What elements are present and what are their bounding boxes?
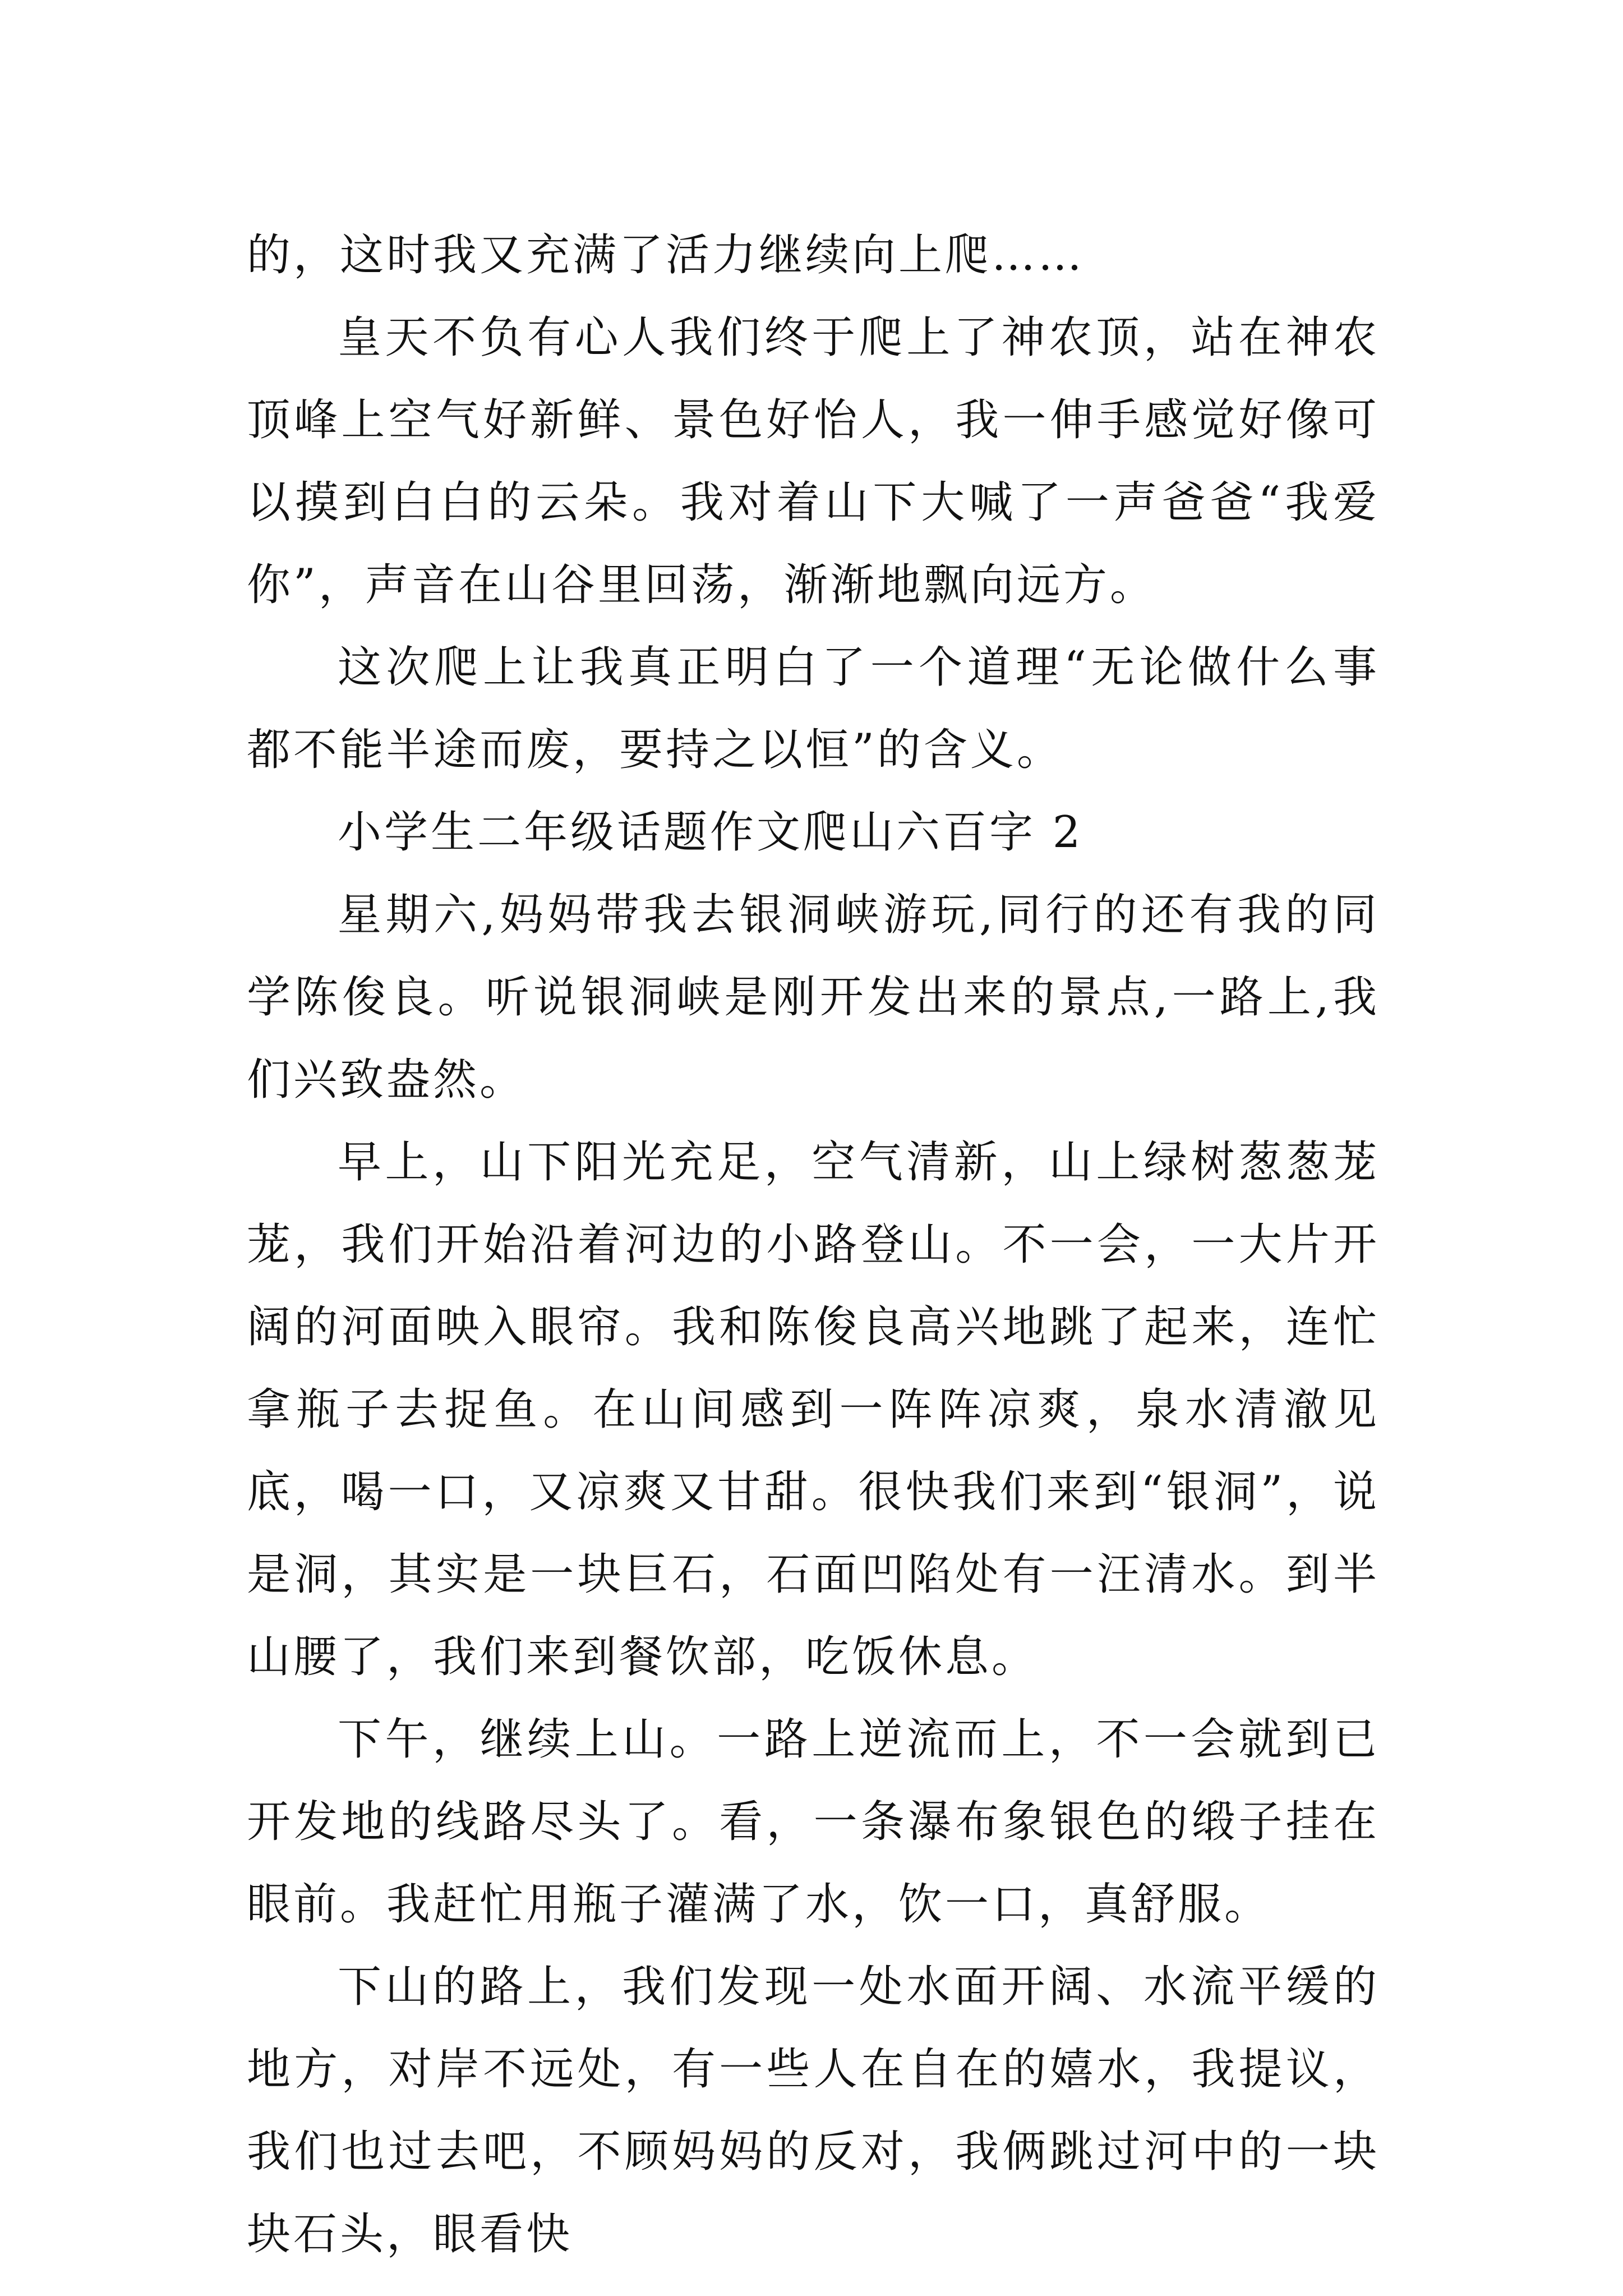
paragraph-saturday: 星期六,妈妈带我去银洞峡游玩,同行的还有我的同学陈俊良。听说银洞峡是刚开发出来的景点,一路上,我们兴致盎然。	[247, 890, 1380, 1105]
paragraph-morning: 早上，山下阳光充足，空气清新，山上绿树葱葱茏茏，我们开始沿着河边的小路登山。不一会，一大片开阔的河面映入眼帘。我和陈俊良高兴地跳了起来，连忙拿瓶子去捉鱼。在山间感到一阵阵凉爽，泉水清澈见底，喝一口，又凉爽又甘甜。很快我们来到“银洞”，说是洞，其实是一块巨石，石面凹陷处有一汪清水。到半山腰了，我们来到餐饮部，吃饭休息。	[247, 1137, 1380, 1682]
paragraph-afternoon: 下午，继续上山。一路上逆流而上，不一会就到已开发地的线路尽头了。看，一条瀑布象银色的缎子挂在眼前。我赶忙用瓶子灌满了水，饮一口，真舒服。	[247, 1714, 1380, 1930]
paragraph-continuation: 的，这时我又充满了活力继续向上爬……	[247, 230, 1085, 280]
essay-title-2: 小学生二年级话题作文爬山六百字 2	[338, 807, 1083, 858]
paragraph-lesson: 这次爬上让我真正明白了一个道理“无论做什么事都不能半途而废，要持之以恒”的含义。	[247, 642, 1380, 775]
paragraph-summit: 皇天不负有心人我们终于爬上了神农顶，站在神农顶峰上空气好新鲜、景色好怡人，我一伸手感觉好像可以摸到白白的云朵。我对着山下大喊了一声爸爸“我爱你”，声音在山谷里回荡，渐渐地飘向远方。	[247, 312, 1380, 610]
article-body	[247, 214, 1380, 2276]
paragraph-descent: 下山的路上，我们发现一处水面开阔、水流平缓的地方，对岸不远处，有一些人在自在的嬉水，我提议，我们也过去吧，不顾妈妈的反对，我俩跳过河中的一块块石头，眼看快	[247, 1962, 1380, 2260]
